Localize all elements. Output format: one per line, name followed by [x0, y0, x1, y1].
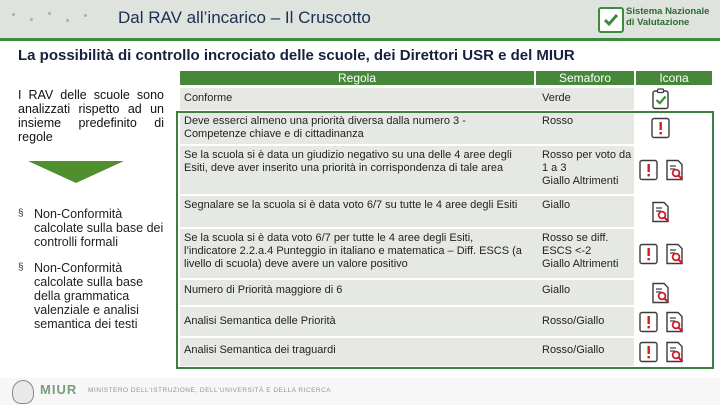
- logo-text: Sistema Nazionale di Valutazione: [626, 6, 710, 28]
- bullet-item: § Non-Conformità calcolate sulla base della grammatica valenziale e analisi semantica dei testi: [18, 261, 166, 331]
- semaforo-cell: Rosso per voto da 1 a 3 Giallo Altrimenti: [542, 149, 632, 187]
- document-search-icon: [664, 159, 686, 181]
- semaforo-cell: Rosso se diff. ESCS <-2 Giallo Altrimenti: [542, 232, 619, 270]
- semaforo-cell: Rosso: [542, 115, 574, 127]
- alert-icon: [638, 311, 660, 333]
- table-row: [180, 307, 634, 336]
- column-header-icona: Icona: [636, 71, 712, 85]
- document-search-icon: [664, 243, 686, 265]
- column-header-regola: Regola: [180, 71, 534, 85]
- rule-cell: Se la scuola si è data voto 6/7 per tutte le 4 aree degli Esiti, l’indicatore 2.2.a.4 Punteggio in italiano e matematica – Diff. ESCS (a livello di scuola) deve avere un valore positivo: [184, 232, 522, 270]
- document-search-icon: [650, 282, 672, 304]
- icon-cell: [636, 146, 712, 194]
- table-row: [180, 229, 634, 278]
- rule-cell: Analisi Semantica delle Priorità: [184, 315, 336, 327]
- bullet-item: § Non-Conformità calcolate sulla base dei controlli formali: [18, 207, 166, 249]
- semaforo-cell: Rosso/Giallo: [542, 315, 605, 327]
- icon-cell: [636, 112, 712, 144]
- alert-icon: [638, 243, 660, 265]
- semaforo-cell: Giallo: [542, 284, 571, 296]
- intro-text: I RAV delle scuole sono analizzati rispetto ad un insieme predefinito di regole: [18, 88, 164, 144]
- table-row: [180, 338, 634, 366]
- bullet-list: [18, 207, 166, 343]
- snv-logo: [598, 4, 714, 34]
- rule-cell: Analisi Semantica dei traguardi: [184, 344, 336, 356]
- alert-icon: [650, 117, 672, 139]
- table-row: [180, 280, 634, 305]
- decorative-dots: [8, 10, 98, 24]
- document-search-icon: [664, 311, 686, 333]
- alert-icon: [638, 341, 660, 363]
- alert-icon: [638, 159, 660, 181]
- table-row: [180, 88, 634, 110]
- semaforo-cell: Verde: [542, 92, 571, 104]
- document-search-icon: [664, 341, 686, 363]
- icon-cell: [636, 88, 712, 110]
- document-search-icon: [650, 201, 672, 223]
- ministero-text: MINISTERO DELL'ISTRUZIONE, DELL'UNIVERSITÀ E DELLA RICERCA: [88, 387, 332, 394]
- icon-cell: [636, 229, 712, 278]
- rule-cell: Deve esserci almeno una priorità diversa dalla numero 3 - Competenze chiave e di cittadinanza: [184, 115, 466, 140]
- semaforo-cell: Giallo: [542, 199, 571, 211]
- icon-cell: [636, 280, 712, 305]
- miur-logo: MIUR: [40, 382, 78, 397]
- clipboard-check-icon: [650, 88, 672, 110]
- republic-emblem-icon: [12, 380, 34, 404]
- rule-cell: Numero di Priorità maggiore di 6: [184, 284, 343, 296]
- subtitle: La possibilità di controllo incrociato delle scuole, dei Direttori USR e del MIUR: [18, 47, 575, 64]
- header-divider: [0, 38, 720, 41]
- icon-cell: [636, 307, 712, 336]
- page-title: Dal RAV all’incarico – Il Cruscotto: [118, 8, 371, 27]
- rule-cell: Segnalare se la scuola si è data voto 6/7 su tutte le 4 aree degli Esiti: [184, 199, 518, 211]
- down-arrow-icon: [28, 161, 124, 183]
- icon-cell: [636, 196, 712, 227]
- checkmark-icon: [598, 7, 624, 33]
- column-header-semaforo: Semaforo: [536, 71, 634, 85]
- icon-cell: [636, 338, 712, 366]
- semaforo-cell: Rosso/Giallo: [542, 344, 605, 356]
- table-row: [180, 146, 634, 194]
- table-row: [180, 196, 634, 227]
- table-row: [180, 112, 634, 144]
- rule-cell: Se la scuola si è data un giudizio negativo su una delle 4 aree degli Esiti, deve aver inserito una priorità in corrispondenza di tale area: [184, 149, 512, 174]
- rule-cell: Conforme: [184, 92, 233, 104]
